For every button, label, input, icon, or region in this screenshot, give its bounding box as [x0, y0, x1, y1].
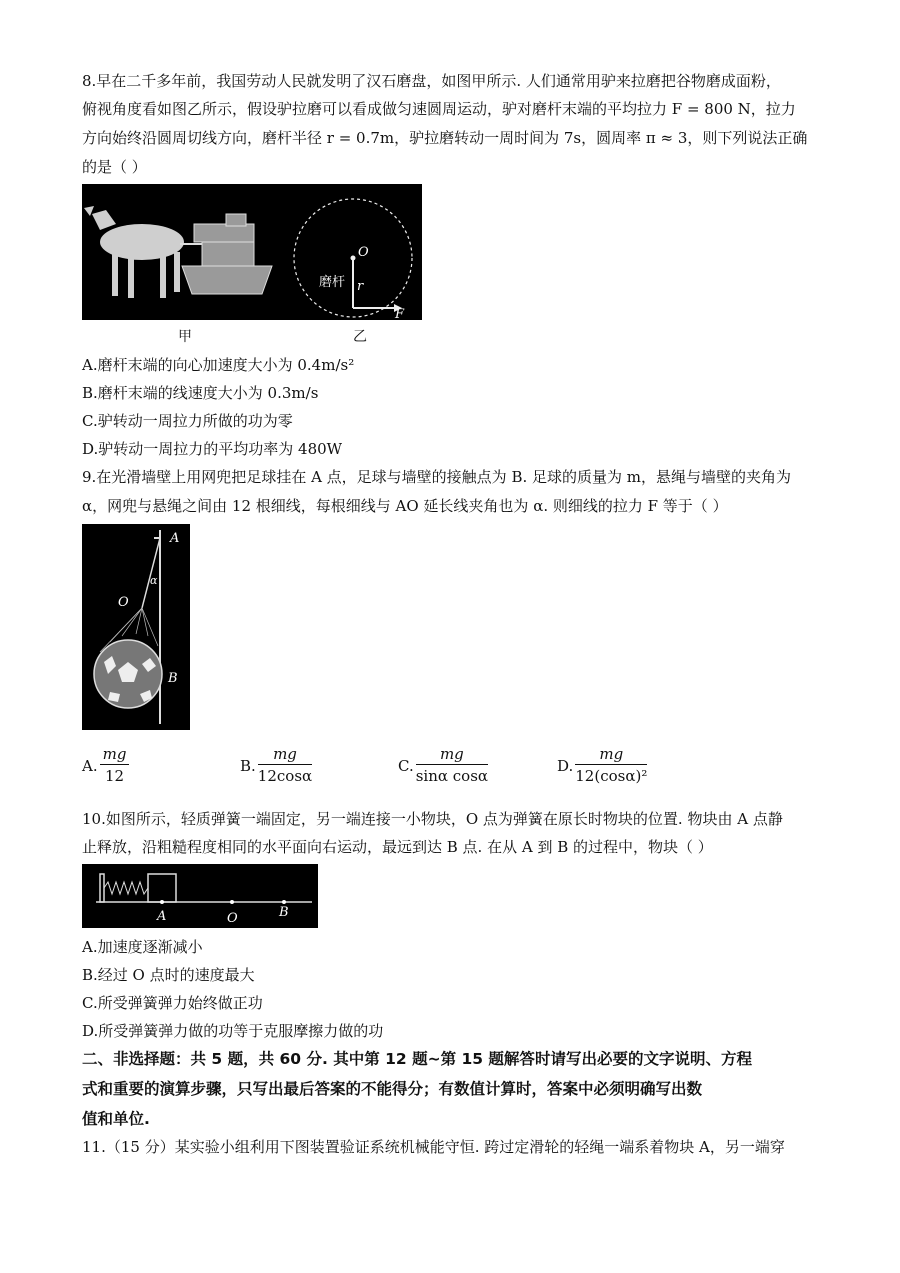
- q9-option-a: A. $\frac{mg}{12}$: [82, 744, 129, 787]
- q10-option-c: C.所受弹簧弹力始终做正功: [82, 994, 263, 1012]
- q10-option-a: A.加速度逐渐减小: [82, 938, 203, 956]
- label-B: B: [168, 671, 178, 686]
- q8-line-1: 8.早在二千多年前，我国劳动人民就发明了汉石磨盘，如图甲所示. 人们通常用驴来拉磨把谷物磨成面粉，: [82, 72, 781, 90]
- label-F: F: [395, 307, 405, 320]
- label-A: A: [170, 531, 180, 546]
- spring-icon: [104, 882, 148, 894]
- fraction: $\frac{mg}{12}$: [100, 744, 130, 787]
- q9-option-c: C. $\frac{mg}{\text{sinα cosα}}$: [398, 745, 489, 785]
- label-mogan: 磨杆: [319, 275, 346, 290]
- label-B: B: [279, 905, 289, 920]
- label-O: O: [118, 595, 129, 610]
- donkey-mill-diagram: [82, 184, 422, 320]
- q10-option-d: D.所受弹簧弹力做的功等于克服摩擦力做的功: [82, 1022, 384, 1040]
- q8-figure: [82, 184, 422, 320]
- donkey-illustration: [84, 206, 184, 298]
- football-net-diagram: [82, 524, 190, 730]
- q9-option-d: D. $\frac{mg}{\text{12(cosα)²}}$: [557, 745, 648, 785]
- caption-yi: 乙: [353, 329, 367, 345]
- q10-line-1: 10.如图所示，轻质弹簧一端固定，另一端连接一小物块，O 点为弹簧在原长时物块的位置. 物块由 A 点静: [82, 810, 783, 828]
- q10-line-2: 止释放，沿粗糙程度相同的水平面向右运动，最远到达 B 点. 在从 A 到 B 的过程中，物块（ ）: [82, 838, 713, 856]
- label-O: O: [358, 245, 369, 260]
- q9-figure: [82, 524, 190, 730]
- millstone-illustration: [182, 214, 272, 294]
- section-2-line-1: 二、非选择题：共 5 题，共 60 分. 其中第 12 题~第 15 题解答时请写出必要的文字说明、方程: [82, 1050, 752, 1068]
- label-r: r: [357, 279, 364, 294]
- spring-block-diagram: [82, 864, 318, 928]
- q8-line-3: 方向始终沿圆周切线方向，磨杆半径 r = 0.7m，驴拉磨转动一周时间为 7s，圆周率 π ≈ 3，则下列说法正确: [82, 129, 808, 147]
- fraction: $\frac{mg}{\text{sinα cosα}}$: [415, 745, 489, 785]
- q8-option-b: B.磨杆末端的线速度大小为 0.3m/s: [82, 384, 319, 402]
- section-2-line-3: 值和单位.: [82, 1110, 150, 1128]
- wall: [100, 874, 104, 902]
- section-2-line-2: 式和重要的演算步骤，只写出最后答案的不能得分；有数值计算时，答案中必须明确写出数: [82, 1080, 703, 1098]
- q8-option-a: A.磨杆末端的向心加速度大小为 0.4m/s²: [82, 356, 355, 374]
- q9-line-1: 9.在光滑墙壁上用网兜把足球挂在 A 点，足球与墙壁的接触点为 B. 足球的质量为 m，悬绳与墙壁的夹角为: [82, 468, 792, 486]
- label-O: O: [227, 911, 238, 926]
- q9-option-b: B. $\frac{mg}{12\cos\alpha}$: [240, 745, 313, 785]
- q8-option-c: C.驴转动一周拉力所做的功为零: [82, 412, 293, 430]
- hanging-rope: [142, 538, 160, 608]
- block: [148, 874, 176, 902]
- q8-option-d: D.驴转动一周拉力的平均功率为 480W: [82, 440, 343, 458]
- fraction: $\frac{mg}{\text{12(cosα)²}}$: [575, 745, 648, 785]
- label-alpha: α: [150, 574, 158, 587]
- q8-line-4: 的是（ ）: [82, 158, 147, 176]
- q10-figure: [82, 864, 318, 928]
- q8-line-2: 俯视角度看如图乙所示，假设驴拉磨可以看成做匀速圆周运动，驴对磨杆末端的平均拉力 F = 800 N，拉力: [82, 100, 796, 118]
- fraction: $\frac{mg}{12\cos\alpha}$: [257, 745, 313, 785]
- label-A: A: [157, 909, 167, 924]
- q10-option-b: B.经过 O 点时的速度最大: [82, 966, 255, 984]
- q9-line-2: α，网兜与悬绳之间由 12 根细线，每根细线与 AO 延长线夹角也为 α. 则细线的拉力 F 等于（ ）: [82, 497, 728, 515]
- caption-jia: 甲: [178, 329, 192, 345]
- q11-line-1: 11.（15 分）某实验小组利用下图装置验证系统机械能守恒. 跨过定滑轮的轻绳一端系着物块 A，另一端穿: [82, 1138, 785, 1156]
